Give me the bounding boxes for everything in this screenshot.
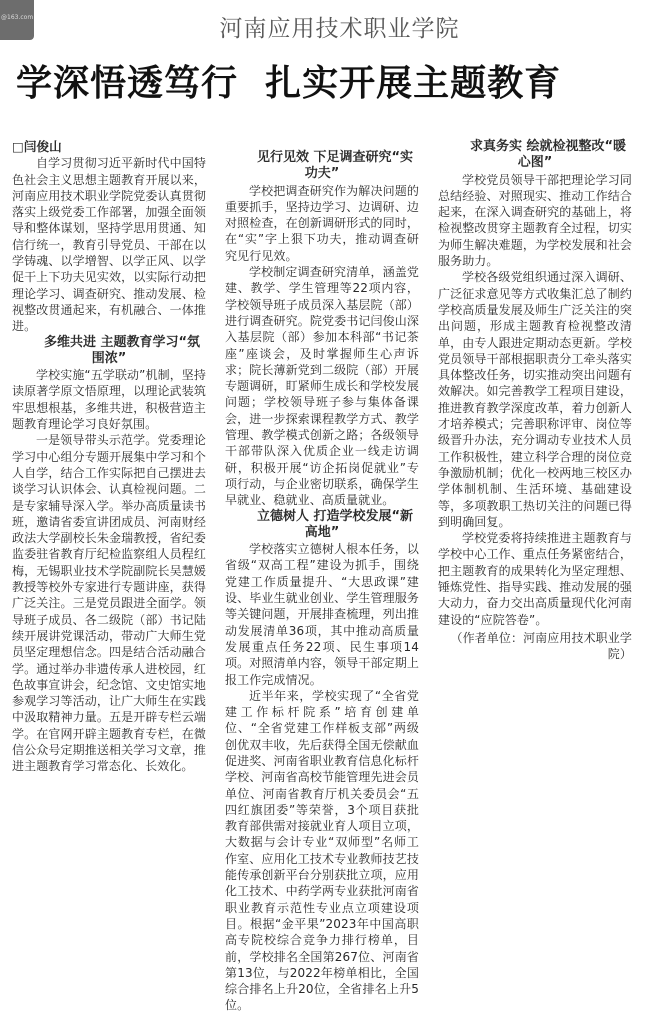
- paragraph: 学校各级党组织通过深入调研、广泛征求意见等方式收集汇总了制约学校高质量发展及师生广泛关注的突出问题，形成主题教育检视整改清单，由专人跟进定期动态更新。学校党员领导干部根据职责分工牵头落实具体整改任务，切实推动突出问题有效解决。如完善教学工程项目建设，推进教育教学深度改革，着力创新人才培养模式；完善职称评审、岗位等级晋升办法，充分调动专业技术人员工作积极性，建立科学合理的岗位竞争激励机制；优化一校两地三校区办学体制机制、生活环境、基础建设等，多项教职工热切关注的问题已得到明确回复。: [438, 270, 632, 529]
- column-1: [12, 139, 206, 775]
- paragraph: 学校党员领导干部把理论学习同总结经验、对照现实、推动工作结合起来，在深入调查研究的基础上，将检视整改贯穿主题教育全过程，切实为师生解决难题，为学校发展和社会服务助力。: [438, 172, 632, 269]
- section-heading: 多维共进 主题教育学习“氛围浓”: [43, 334, 201, 366]
- section-heading: 立德树人 打造学校发展“新高地”: [256, 508, 414, 540]
- institution-name: 河南应用技术职业学院: [219, 16, 460, 42]
- headline: 学深悟透笃行 扎实开展主题教育: [16, 62, 562, 104]
- intro-paragraph: 自学习贯彻习近平新时代中国特色社会主义思想主题教育开展以来，河南应用技术职业学院党委认真贯彻落实上级党委工作部署，加强全面领导和整体谋划，坚持学思用贯通、知信行统一，教育引导党员、干部在以学铸魂、以学增智、以学正风、以学促干上下功夫见实效，以实际行动把理论学习、调查研究、推动发展、检视整改贯通起来，有机融合、一体推进。: [12, 156, 206, 334]
- section-heading: 见行见效 下足调查研究“实功夫”: [256, 150, 414, 182]
- author: □闫俊山: [12, 139, 62, 154]
- column-2: [225, 150, 419, 1014]
- logo-text: @163.com: [1, 14, 34, 21]
- author-affiliation: （作者单位：河南应用技术职业学院）: [450, 630, 632, 662]
- section-heading: 求真务实 绘就检视整改“暖心图”: [469, 139, 627, 171]
- paragraph: 学校把调查研究作为解决问题的重要抓手，坚持边学习、边调研、边对照检查，在创新调研形式的同时，在“实”字上狠下功夫，推动调查研究见行见效。: [225, 183, 419, 263]
- column-3: [438, 139, 632, 663]
- paragraph: 一是领导带头示范学。党委理论学习中心组分专题开展集中学习和个人自学，结合工作实际把自己摆进去谈学习认识体会、认真检视问题。二是专家辅导深入学。举办高质量读书班，邀请省委宣讲团成员、河南财经政法大学副校长朱金瑞教授，省纪委监委驻省教育厅纪检监察组人员程红梅，无锡职业技术学院副院长吴慧媛教授等校外专家进行专题讲座，获得广泛关注。三是党员跟进全面学。领导班子成员、各二级院（部）书记陆续开展讲党课活动，带动广大师生党员坚定理想信念。四是结合活动融合学。通过举办非遗传承人进校园，红色故事宣讲会，纪念馆、文史馆实地参观学习等活动，让广大师生在实践中汲取精神力量。五是开辟专栏云端学。在官网开辟主题教育专栏，在微信公众号定期推送相关学习文章，推进主题教育学习常态化、长效化。: [12, 433, 206, 774]
- paragraph: 学校制定调查研究清单，涵盖党建、教学、学生管理等22项内容，学校领导班子成员深入基层院（部）进行调查研究。院党委书记闫俊山深入基层院（部）参加本科部“书记茶座”座谈会，及时掌握师生心声诉求；院长薄新党到二级院（部）开展专题调研，盯紧师生成长和学校发展问题；学校领导班子参与集体备课会，进一步探索课程教学方式、教学管理、教学模式创新之路；各级领导干部带队深入优质企业一线走访调研，积极开展“访企拓岗促就业”专项行动，与企业密切联系，确保学生早就业、稳就业、高质量就业。: [225, 265, 419, 508]
- paragraph: 近半年来，学校实现了“全省党建工作标杆院系”培育创建单位、“全省党建工作样板支部”两级创优双丰收，先后获得全国无偿献血促进奖、河南省职业教育信息化标杆学校、河南省高校节能管理先进会员单位、河南省教育厅机关委员会“五四红旗团委”等荣誉，3个项目获批教育部供需对接就业育人项目立项，大数据与会计专业“双师型”名师工作室、应用化工技术专业教师技艺技能传承创新平台分别获批立项，应用化工技术、中药学两专业获批河南省职业教育示范性专业点立项建设项目。根据“金平果”2023年中国高职高专院校综合竞争力排行榜单，目前，学校排名全国第267位、河南省第13位，与2022年榜单相比，全国综合排名上升20位，全省排名上升5位。: [225, 688, 419, 1013]
- paragraph: 学校落实立德树人根本任务，以省级“双高工程”建设为抓手，围绕党建工作质量提升、“大思政课”建设、毕业生就业创业、学生管理服务等关键问题，开展排查梳理，列出推动发展清单36项，其中推动高质量发展重点任务22项、民生事项14项。对照清单内容，领导干部定期上报工作完成情况。: [225, 542, 419, 687]
- paragraph: 学校实施“五学联动”机制，坚持读原著学原文悟原理，以理论武装筑牢思想根基，多维共进，积极营造主题教育理论学习良好氛围。: [12, 368, 206, 432]
- paragraph: 学校党委将持续推进主题教育与学校中心工作、重点任务紧密结合，把主题教育的成果转化为坚定理想、锤炼党性、指导实践、推动发展的强大动力，奋力交出高质量现代化河南建设的“应院答卷”。: [438, 531, 632, 627]
